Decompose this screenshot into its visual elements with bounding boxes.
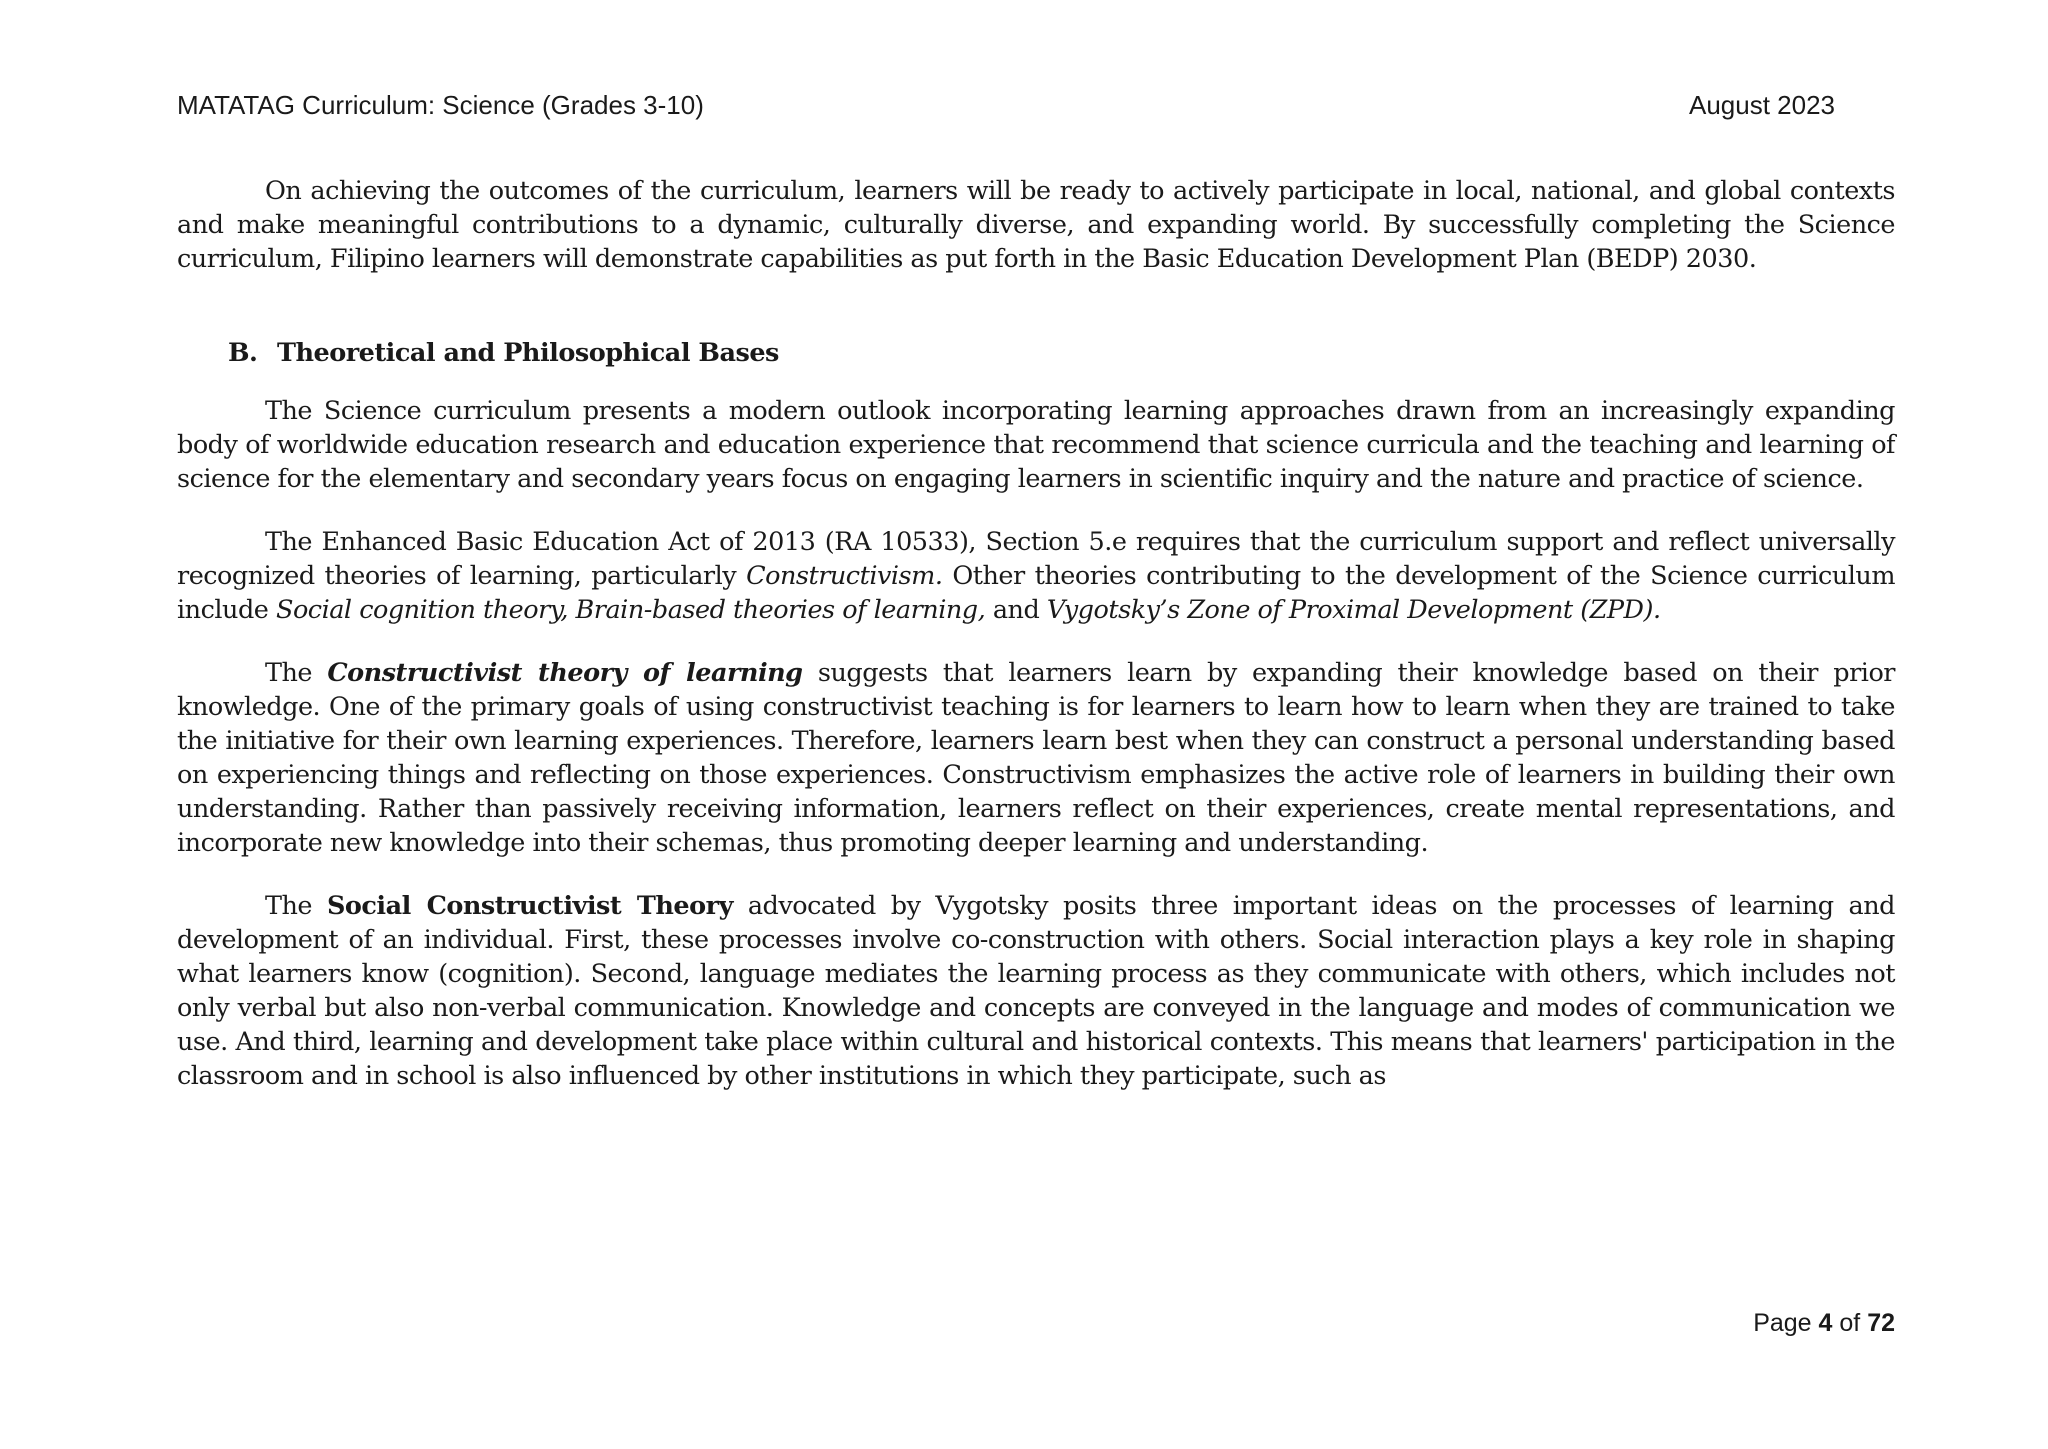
emphasis-theories: Social cognition theory, Brain-based theories of learning, bbox=[275, 595, 986, 625]
section-letter: B. bbox=[228, 338, 258, 368]
paragraph-modern-outlook: The Science curriculum presents a modern outlook incorporating learning approaches drawn from an increasingly expanding body of worldwide education research and education experience that recommend that science curricula and the teaching and learning of science for the elementary and secondary years focus on engaging learners in scientific inquiry and the nature and practice of science. bbox=[177, 396, 1895, 494]
paragraph-social-constructivist bbox=[177, 889, 1895, 1093]
text-run: The bbox=[265, 891, 327, 921]
paragraph-ebe-act bbox=[177, 525, 1895, 627]
emphasis-constructivism: Constructivism. bbox=[746, 561, 943, 591]
text-run: Other theories contributing to the development of the Science curriculum include bbox=[177, 561, 1896, 625]
page-word: Page bbox=[1753, 1309, 1819, 1337]
text-run: The Enhanced Basic Education Act of 2013 (RA 10533), Section 5.e requires that the curriculum support and reflect universally recognized theories of learning, particularly bbox=[177, 527, 1895, 591]
term-social-constructivist: Social Constructivist Theory bbox=[326, 891, 733, 921]
paragraph-constructivist-theory bbox=[177, 656, 1895, 860]
text-run: suggests that learners learn by expanding their knowledge based on their prior knowledge. One of the primary goals of using constructivist teaching is for learners to learn how to learn when they are trained to take the initiative for their own learning experiences. Therefore, learners learn best when they can construct a personal understanding based on experiencing things and reflecting on those experiences. Constructivism emphasizes the active role of learners in building their own understanding. Rather than passively receiving information, learners reflect on their experiences, create mental representations, and incorporate new knowledge into their schemas, thus promoting deeper learning and understanding. bbox=[177, 658, 1895, 858]
text-run: advocated by Vygotsky posits three important ideas on the processes of learning and development of an individual. First, these processes involve co-construction with others. Social interaction plays a key role in shaping what learners know (cognition). Second, language mediates the learning process as they communicate with others, which includes not only verbal but also non-verbal communication. Knowledge and concepts are conveyed in the language and modes of communication we use. And third, learning and development take place within cultural and historical contexts. This means that learners' participation in the classroom and in school is also influenced by other institutions in which they participate, such as bbox=[177, 891, 1895, 1091]
section-title: Theoretical and Philosophical Bases bbox=[277, 338, 779, 368]
document-body bbox=[177, 174, 1895, 1122]
page-number bbox=[1753, 1306, 1895, 1340]
emphasis-zpd: Vygotsky’s Zone of Proximal Development (ZPD). bbox=[1046, 595, 1661, 625]
term-constructivist-theory: Constructivist theory of learning bbox=[327, 658, 803, 688]
document-date: August 2023 bbox=[1688, 90, 1835, 120]
current-page: 4 bbox=[1818, 1309, 1833, 1337]
text-run: and bbox=[985, 595, 1047, 625]
section-heading bbox=[228, 336, 1895, 370]
text-run: The bbox=[265, 658, 328, 688]
document-title: MATATAG Curriculum: Science (Grades 3-10) bbox=[177, 90, 704, 120]
paragraph-outcomes: On achieving the outcomes of the curriculum, learners will be ready to actively participate in local, national, and global contexts and make meaningful contributions to a dynamic, culturally diverse, and expanding world. By successfully completing the Science curriculum, Filipino learners will demonstrate capabilities as put forth in the Basic Education Development Plan (BEDP) 2030. bbox=[177, 176, 1895, 274]
of-word: of bbox=[1832, 1309, 1868, 1337]
total-pages: 72 bbox=[1867, 1309, 1895, 1337]
